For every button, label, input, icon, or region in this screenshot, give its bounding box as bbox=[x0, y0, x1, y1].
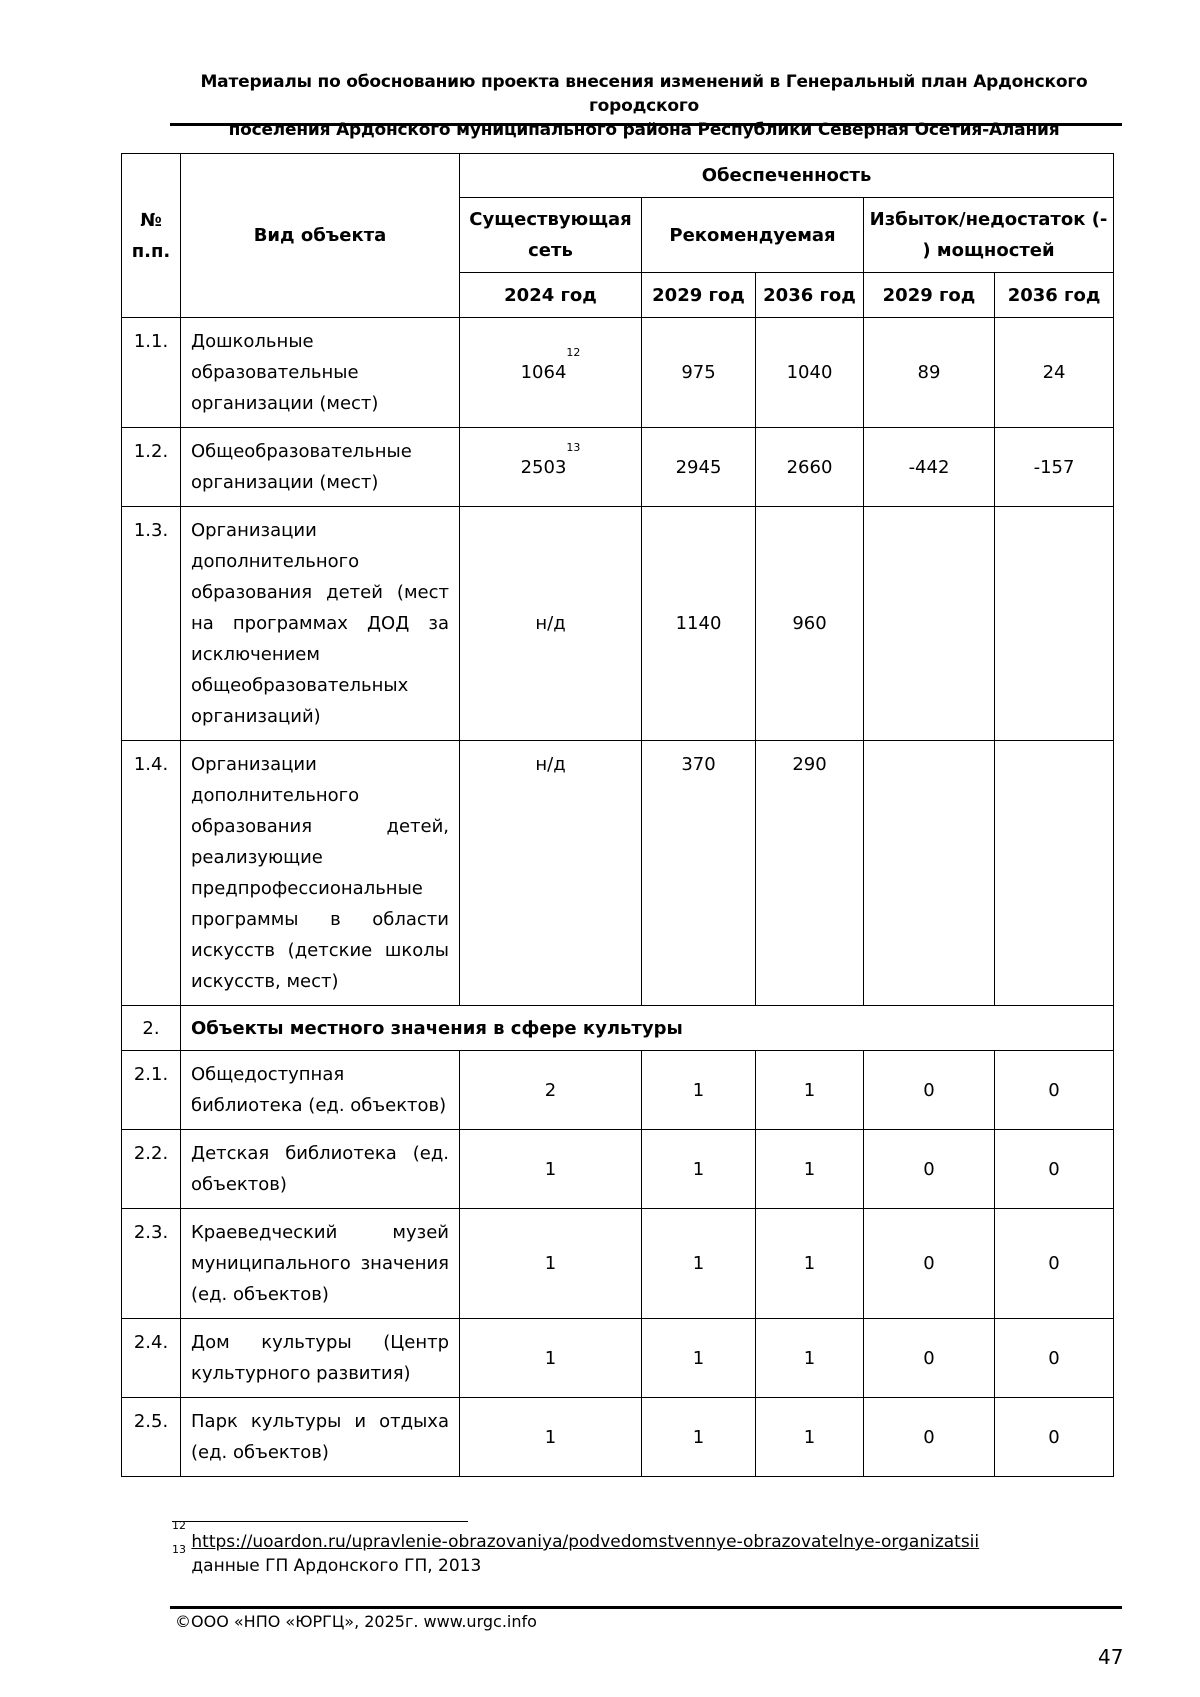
existing-value: 1064 bbox=[520, 362, 567, 383]
header-line-2: поселения Ардонского муниципального района Республики Северная Осетия-Алания bbox=[228, 120, 1060, 140]
row-surplus-2029 bbox=[864, 741, 995, 1006]
header-num-line2: п.п. bbox=[131, 240, 171, 262]
header-surplus bbox=[864, 198, 1114, 273]
row-surplus-2029: 89 bbox=[864, 318, 995, 428]
header-type: Вид объекта bbox=[181, 154, 460, 318]
row-existing bbox=[460, 318, 642, 428]
row-existing: 1 bbox=[460, 1319, 642, 1398]
header-recommended: Рекомендуемая bbox=[642, 198, 864, 273]
row-name: Краеведческий музей муниципального значения (ед. объектов) bbox=[181, 1209, 460, 1319]
header-year-2036: 2036 год bbox=[756, 273, 864, 318]
page-number: 47 bbox=[1098, 1645, 1124, 1669]
footer-divider bbox=[170, 1606, 1122, 1609]
header-num-line1: № bbox=[140, 209, 162, 231]
row-surplus-2036: -157 bbox=[995, 428, 1114, 507]
row-existing: 2 bbox=[460, 1051, 642, 1130]
header-surplus-line2: ) мощностей bbox=[922, 240, 1055, 261]
table-row bbox=[122, 1051, 1114, 1130]
row-rec-2029: 975 bbox=[642, 318, 756, 428]
row-rec-2036: 1 bbox=[756, 1398, 864, 1477]
row-name: Организации дополнительного образования детей (мест на программах ДОД за исключением общеобразовательных организаций) bbox=[181, 507, 460, 741]
row-rec-2036: 1 bbox=[756, 1051, 864, 1130]
footnote-12 bbox=[172, 1519, 980, 1554]
footnote-link[interactable]: https://uoardon.ru/upravlenie-obrazovaniya/podvedomstvennye-obrazovatelnye-organizatsii bbox=[191, 1532, 980, 1552]
row-name: Общеобразовательные организации (мест) bbox=[181, 428, 460, 507]
row-surplus-2036: 0 bbox=[995, 1319, 1114, 1398]
header-surplus-2029: 2029 год bbox=[864, 273, 995, 318]
header-num bbox=[122, 154, 181, 318]
row-rec-2029: 1140 bbox=[642, 507, 756, 741]
row-rec-2029: 1 bbox=[642, 1398, 756, 1477]
row-surplus-2036 bbox=[995, 741, 1114, 1006]
row-num: 2.3. bbox=[122, 1209, 181, 1319]
row-name: Детская библиотека (ед. объектов) bbox=[181, 1130, 460, 1209]
footer-copyright: ©ООО «НПО «ЮРГЦ», 2025г. www.urgc.info bbox=[175, 1612, 537, 1631]
row-surplus-2029: 0 bbox=[864, 1398, 995, 1477]
footnote-ref: 12 bbox=[566, 346, 581, 359]
table-row bbox=[122, 1398, 1114, 1477]
row-existing: н/д bbox=[460, 507, 642, 741]
footnote-text: данные ГП Ардонского ГП, 2013 bbox=[191, 1556, 482, 1576]
row-rec-2029: 1 bbox=[642, 1209, 756, 1319]
row-existing: 1 bbox=[460, 1209, 642, 1319]
row-rec-2036: 1040 bbox=[756, 318, 864, 428]
row-rec-2029: 1 bbox=[642, 1051, 756, 1130]
table-row bbox=[122, 1319, 1114, 1398]
row-rec-2029: 370 bbox=[642, 741, 756, 1006]
header-year-2029: 2029 год bbox=[642, 273, 756, 318]
table-row bbox=[122, 741, 1114, 1006]
header-year-2024: 2024 год bbox=[460, 273, 642, 318]
footnote-13 bbox=[172, 1543, 482, 1578]
row-existing: 1 bbox=[460, 1398, 642, 1477]
row-existing bbox=[460, 428, 642, 507]
row-surplus-2036 bbox=[995, 507, 1114, 741]
row-rec-2036: 1 bbox=[756, 1209, 864, 1319]
header-line-1: Материалы по обоснованию проекта внесения изменений в Генеральный план Ардонского городского bbox=[200, 72, 1088, 116]
row-rec-2029: 2945 bbox=[642, 428, 756, 507]
table-row bbox=[122, 428, 1114, 507]
header-existing bbox=[460, 198, 642, 273]
existing-value: 2503 bbox=[520, 456, 567, 478]
row-existing: 1 bbox=[460, 1130, 642, 1209]
table-row bbox=[122, 507, 1114, 741]
row-num: 2.1. bbox=[122, 1051, 181, 1130]
row-existing: н/д bbox=[460, 741, 642, 1006]
footnote-ref: 13 bbox=[566, 440, 581, 454]
table-row bbox=[122, 1209, 1114, 1319]
row-rec-2029: 1 bbox=[642, 1319, 756, 1398]
section-title: Объекты местного значения в сфере культуры bbox=[181, 1006, 1114, 1051]
row-num: 2.5. bbox=[122, 1398, 181, 1477]
row-surplus-2029: 0 bbox=[864, 1209, 995, 1319]
header-surplus-2036: 2036 год bbox=[995, 273, 1114, 318]
header-surplus-line1: Избыток/недостаток (- bbox=[869, 209, 1108, 230]
row-surplus-2036: 0 bbox=[995, 1209, 1114, 1319]
row-num: 1.1. bbox=[122, 318, 181, 428]
row-rec-2036: 1 bbox=[756, 1130, 864, 1209]
header-provision: Обеспеченность bbox=[460, 154, 1114, 198]
header-existing-line2: сеть bbox=[528, 240, 573, 261]
row-surplus-2036: 0 bbox=[995, 1051, 1114, 1130]
table-row bbox=[122, 1130, 1114, 1209]
section-row bbox=[122, 1006, 1114, 1051]
row-num: 1.3. bbox=[122, 507, 181, 741]
row-rec-2029: 1 bbox=[642, 1130, 756, 1209]
row-surplus-2029: 0 bbox=[864, 1319, 995, 1398]
footnote-mark: 12 bbox=[172, 1519, 186, 1532]
row-surplus-2029: -442 bbox=[864, 428, 995, 507]
row-name: Дошкольные образовательные организации (мест) bbox=[181, 318, 460, 428]
row-name: Дом культуры (Центр культурного развития) bbox=[181, 1319, 460, 1398]
section-num: 2. bbox=[122, 1006, 181, 1051]
row-rec-2036: 960 bbox=[756, 507, 864, 741]
row-surplus-2029: 0 bbox=[864, 1051, 995, 1130]
provision-table bbox=[121, 153, 1114, 1477]
header-divider bbox=[170, 123, 1122, 126]
row-name: Организации дополнительного образования детей, реализующие предпрофессиональные программы в области искусств (детские школы искусств, мест) bbox=[181, 741, 460, 1006]
row-surplus-2029: 0 bbox=[864, 1130, 995, 1209]
row-num: 1.2. bbox=[122, 428, 181, 507]
header-existing-line1: Существующая bbox=[469, 209, 632, 230]
row-surplus-2036: 24 bbox=[995, 318, 1114, 428]
row-surplus-2036: 0 bbox=[995, 1130, 1114, 1209]
footnote-mark: 13 bbox=[172, 1543, 186, 1556]
row-rec-2036: 1 bbox=[756, 1319, 864, 1398]
row-name: Парк культуры и отдыха (ед. объектов) bbox=[181, 1398, 460, 1477]
row-name: Общедоступная библиотека (ед. объектов) bbox=[181, 1051, 460, 1130]
row-surplus-2036: 0 bbox=[995, 1398, 1114, 1477]
row-surplus-2029 bbox=[864, 507, 995, 741]
footnote-divider bbox=[172, 1521, 468, 1522]
row-num: 1.4. bbox=[122, 741, 181, 1006]
page-header bbox=[170, 70, 1118, 142]
table-row bbox=[122, 318, 1114, 428]
row-rec-2036: 2660 bbox=[756, 428, 864, 507]
row-num: 2.2. bbox=[122, 1130, 181, 1209]
row-rec-2036: 290 bbox=[756, 741, 864, 1006]
row-num: 2.4. bbox=[122, 1319, 181, 1398]
